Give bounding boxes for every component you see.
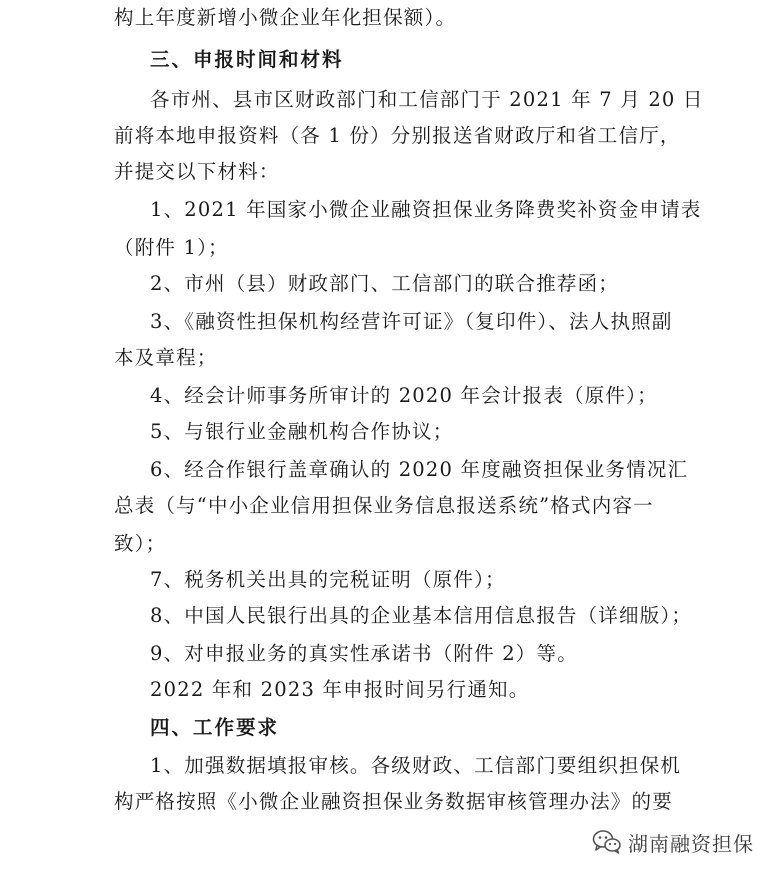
list-item-3: 3、《融资性担保机构经营许可证》（复印件）、法人执照副	[150, 310, 673, 333]
list-item-6-cont2: 致）；	[114, 532, 167, 555]
requirement-1-cont: 构严格按照《小微企业融资担保业务数据审核管理办法》的要	[114, 790, 673, 813]
text-line-1: 构上年度新增小微企业年化担保额）。	[114, 6, 457, 29]
text-line-4: 前将本地申报资料（各 1 份）分别报送省财政厅和省工信厅，	[114, 124, 681, 147]
list-item-7: 7、税务机关出具的完税证明（原件）；	[150, 568, 506, 591]
list-item-1: 1、2021 年国家小微企业融资担保业务降费奖补资金申请表	[150, 198, 702, 221]
wechat-icon	[592, 829, 622, 855]
list-item-5: 5、与银行业金融机构合作协议；	[150, 420, 454, 443]
notice-line: 2022 年和 2023 年申报时间另行通知。	[150, 678, 530, 701]
list-item-6-cont: 总表（与“中小企业信用担保业务信息报送系统”格式内容一	[114, 494, 654, 517]
requirement-1: 1、加强数据填报审核。各级财政、工信部门要组织担保机	[150, 754, 682, 777]
list-item-3-cont: 本及章程；	[114, 346, 218, 369]
list-item-6: 6、经合作银行盖章确认的 2020 年度融资担保业务情况汇	[150, 458, 689, 481]
list-item-2: 2、市州（县）财政部门、工信部门的联合推荐函；	[150, 272, 620, 295]
text-line-3: 各市州、县市区财政部门和工信部门于 2021 年 7 月 20 日	[150, 88, 704, 111]
list-item-8: 8、中国人民银行出具的企业基本信用信息报告（详细版）；	[150, 604, 693, 627]
watermark	[592, 828, 754, 856]
list-item-9: 9、对申报业务的真实性承诺书（附件 2）等。	[150, 642, 578, 665]
list-item-1-cont: （附件 1）；	[114, 236, 229, 259]
section-heading-4: 四、工作要求	[150, 716, 280, 739]
watermark-text: 湖南融资担保	[628, 831, 754, 856]
text-line-5: 并提交以下材料：	[114, 160, 280, 183]
section-heading-3: 三、申报时间和材料	[150, 48, 344, 71]
list-item-4: 4、经会计师事务所审计的 2020 年会计报表（原件）；	[150, 384, 658, 407]
